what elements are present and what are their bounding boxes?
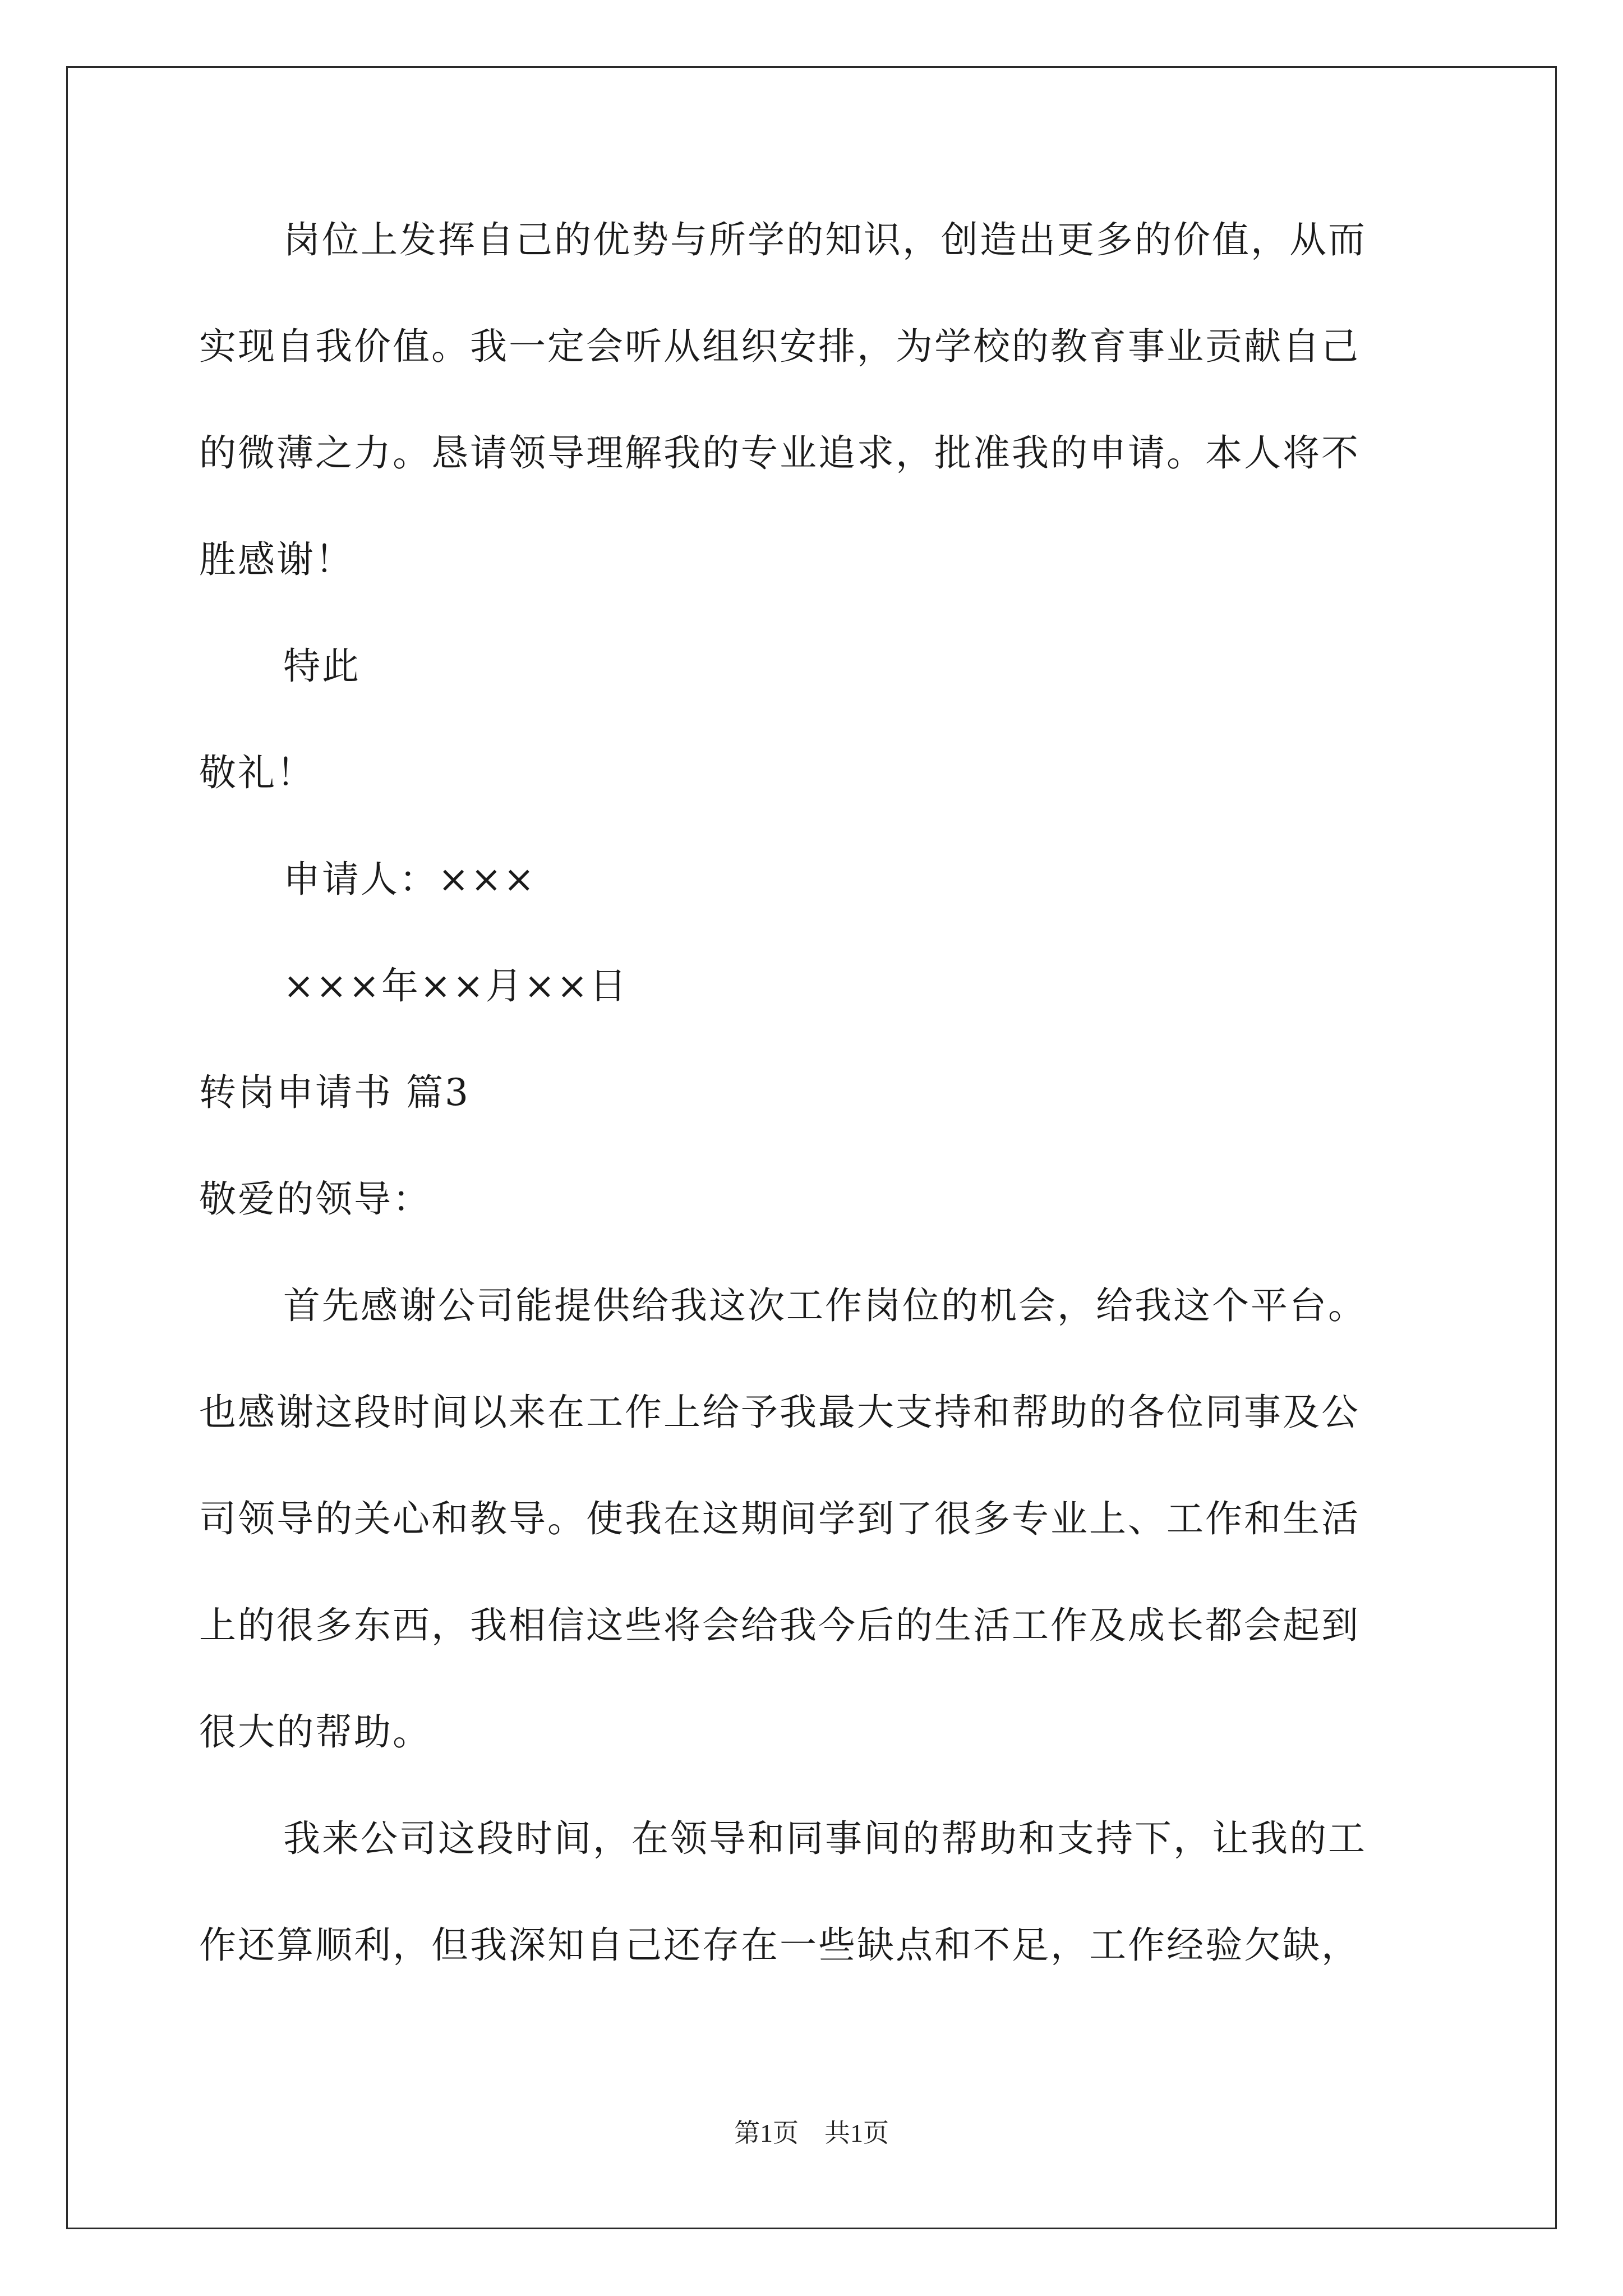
letter-salutation: 敬爱的领导： — [199, 1177, 431, 1221]
paragraph-line: 作还算顺利，但我深知自己还存在一些缺点和不足，工作经验欠缺， — [199, 1924, 1360, 1967]
paragraph-line: 实现自我价值。我一定会听从组织安排，为学校的教育事业贡献自己 — [199, 325, 1360, 368]
paragraph-line: 很大的帮助。 — [199, 1710, 431, 1754]
paragraph-line: 首先感谢公司能提供给我这次工作岗位的机会，给我这个平台。 — [283, 1284, 1367, 1327]
paragraph-line: 的微薄之力。恳请领导理解我的专业追求，批准我的申请。本人将不 — [199, 431, 1360, 475]
page-border — [66, 66, 1557, 2229]
paragraph-line: 岗位上发挥自己的优势与所学的知识，创造出更多的价值，从而 — [283, 218, 1367, 261]
section-heading: 转岗申请书 篇3 — [199, 1071, 470, 1114]
salutation-closing: 敬礼！ — [199, 751, 315, 794]
signature-date: ×××年××月××日 — [283, 964, 629, 1007]
paragraph-line: 上的很多东西，我相信这些将会给我今后的生活工作及成长都会起到 — [199, 1604, 1360, 1647]
closing-phrase: 特此 — [283, 645, 361, 688]
applicant-signature: 申请人：××× — [283, 858, 536, 901]
page-footer: 第1页 共1页 — [734, 2119, 889, 2147]
paragraph-line: 胜感谢！ — [199, 538, 354, 581]
paragraph-line: 司领导的关心和教导。使我在这期间学到了很多专业上、工作和生活 — [199, 1497, 1360, 1540]
paragraph-line: 也感谢这段时间以来在工作上给予我最大支持和帮助的各位同事及公 — [199, 1391, 1360, 1434]
paragraph-line: 我来公司这段时间，在领导和同事间的帮助和支持下，让我的工 — [283, 1817, 1367, 1860]
